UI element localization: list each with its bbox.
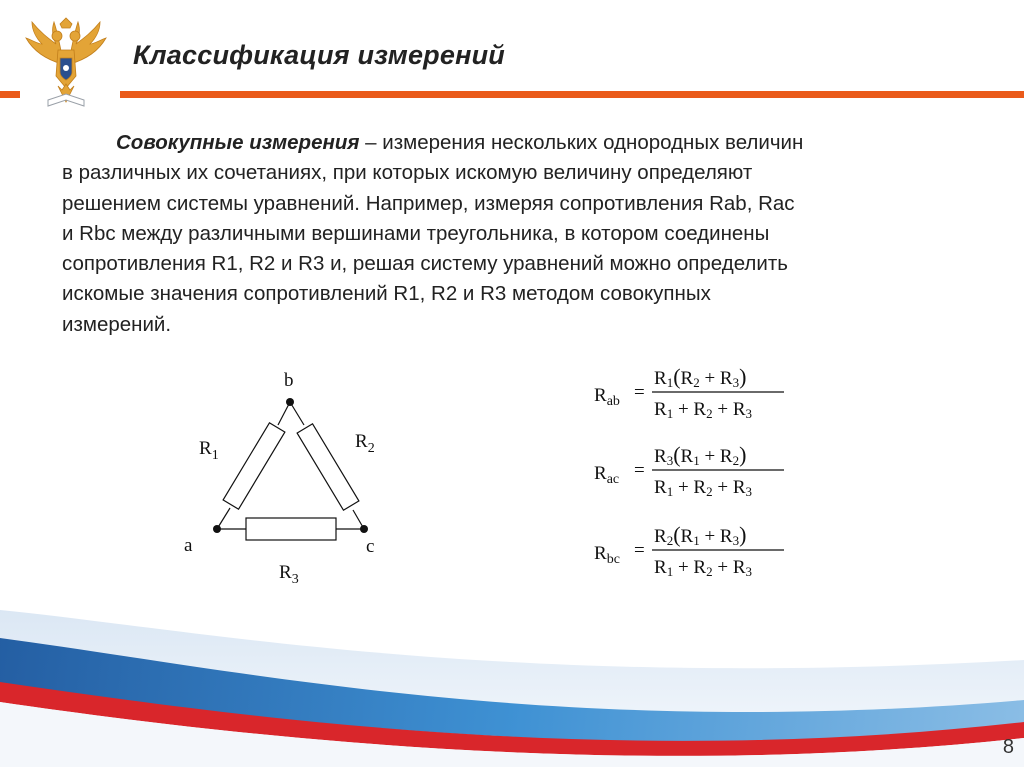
- numerator: R2(R1 + R3): [654, 522, 747, 548]
- footer-wave-decoration: [0, 590, 1024, 767]
- formula-rac: [594, 442, 784, 499]
- label-node-b: b: [284, 370, 294, 391]
- svg-text:Rab: $R_{ab}$: [594, 385, 620, 409]
- title-divider: [0, 88, 1024, 100]
- paragraph-line: сопротивления R1, R2 и R3 и, решая систему уравнений можно определить: [62, 252, 788, 276]
- label-r3: $R_3$: [279, 562, 299, 587]
- formula-rbc: [594, 522, 784, 579]
- node-c: [360, 525, 368, 533]
- page-number: 8: [1002, 736, 1014, 758]
- numerator: R3(R1 + R2): [654, 442, 747, 468]
- triangle-circuit-diagram: [170, 362, 410, 592]
- paragraph-line: искомые значения сопротивлений R1, R2 и R3 методом совокупных: [62, 282, 711, 306]
- node-a: [213, 525, 221, 533]
- formula-rab: [594, 364, 784, 421]
- label-r2: $R_2$: [355, 431, 375, 456]
- slide-title: Классификация измерений: [133, 40, 505, 70]
- formula-block: [590, 362, 810, 592]
- label-r1: $R_1$: [199, 438, 219, 463]
- label-node-a: a: [184, 535, 193, 556]
- resistor-r3: [246, 518, 336, 540]
- paragraph-line: измерений.: [62, 312, 172, 336]
- svg-text:=: =: [634, 382, 645, 403]
- svg-text:Rbc: $R_{bc}$: [594, 543, 620, 567]
- paragraph-line-1: Совокупные измерения – измерения нескольких однородных величин: [116, 131, 804, 154]
- label-node-c: c: [366, 536, 375, 557]
- node-b: [286, 398, 294, 406]
- svg-text:=: =: [634, 460, 645, 481]
- denominator: R1 + R2 + R3: [654, 557, 752, 579]
- denominator: R1 + R2 + R3: [654, 477, 752, 499]
- paragraph-line: в различных их сочетаниях, при которых искомую величину определяют: [62, 161, 753, 185]
- numerator: R1(R2 + R3): [654, 364, 747, 390]
- svg-text:Rac: $R_{ac}$: [594, 463, 620, 487]
- paragraph-line: и Rbc между различными вершинами треугольника, в котором соединены: [62, 221, 770, 245]
- svg-text:=: =: [634, 540, 645, 561]
- resistor-r1: [223, 423, 285, 509]
- resistor-r2: [297, 424, 359, 510]
- denominator: R1 + R2 + R3: [654, 399, 752, 421]
- wire-b-r2: [290, 402, 304, 425]
- term-label: Совокупные измерения: [116, 131, 360, 154]
- emblem-logo: [18, 14, 114, 118]
- paragraph-line: решением системы уравнений. Например, измеряя сопротивления Rab, Rac: [62, 191, 795, 215]
- definition-paragraph: [62, 128, 1002, 340]
